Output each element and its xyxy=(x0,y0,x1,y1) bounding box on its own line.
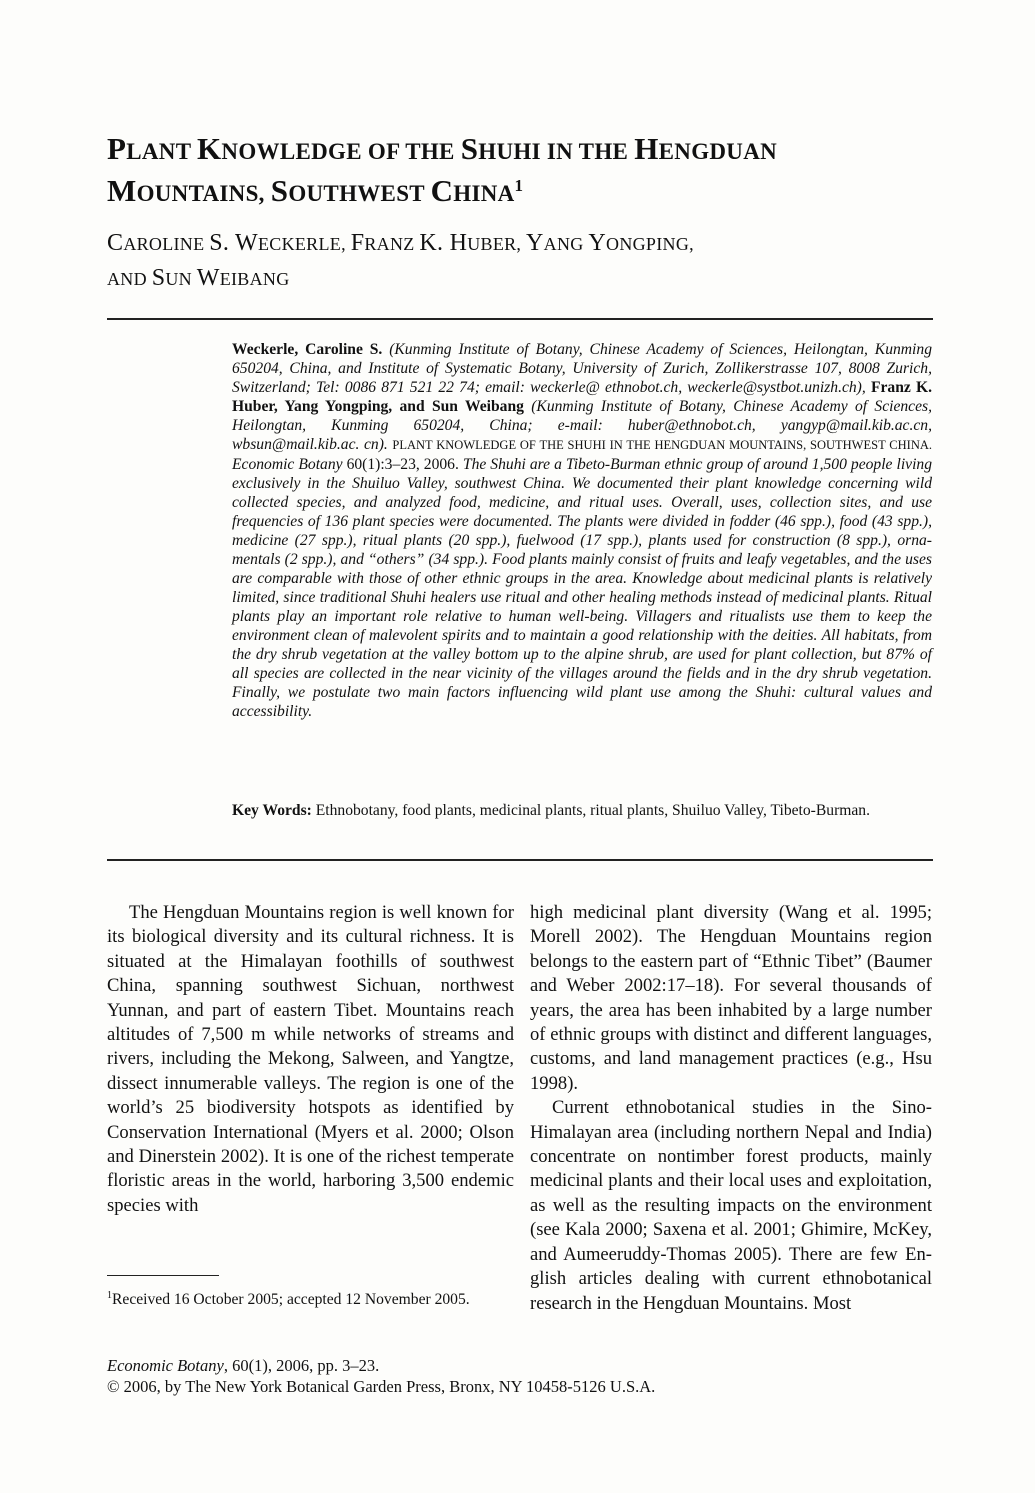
abstract-top-rule xyxy=(107,318,933,320)
title-line-1: PLANT KNOWLEDGE OF THE SHUHI IN THE HENGDUAN xyxy=(107,131,778,166)
footnote-mark: 1 xyxy=(107,1290,112,1301)
body-column-right xyxy=(530,901,932,1316)
abstract-author-2: Franz K. Huber, Yang Yongping, and Sun Weibang xyxy=(232,379,932,415)
footnote-text: Received 16 October 2005; accepted 12 November 2005. xyxy=(112,1291,470,1309)
abstract-title: PLANT KNOWLEDGE OF THE SHUHI IN THE HENGDUAN MOUNTAINS, SOUTHWEST CHINA. xyxy=(392,438,932,452)
abstract-author-1: Weckerle, Caroline S. xyxy=(232,341,383,358)
body-paragraph: The Hengduan Mountains region is well known for its biological diversity and its cultural richness. It is situated at the Himalayan foothills of southwest China, spanning southwest Sichuan, northwest Yunnan, and part of eastern Tibet. Mountains reach altitudes of 7,500 m while networks of streams and rivers, including the Mekong, Salween, and Yangtze, dissect innumerable valleys. The region is one of the world’s 25 biodiversity hotspots as identified by Conservation International (Myers et al. 2000; Olson and Dinerstein 2002). It is one of the richest temperate floristic areas in the world, harboring 3,500 endemic species with xyxy=(107,902,514,1216)
abstract-body: The Shuhi are a Tibeto-Burman ethnic group of around 1,500 people living exclusively in the Shuiluo Valley, southwest China. We documented their plant knowledge concerning wild collected species, and analyzed food, medicine, and ritual uses. Overall, uses, collection sites, and use frequencies of 136 plant species were documented. The plants were divided in fodder (46 spp.), food (43 spp.), medicine (27 spp.), ritual plants (20 spp.), fuelwood (17 spp.), plants used for construction (8 spp.), ornamentals (2 spp.), and “others” (34 spp.). Food plants mainly consist of fruits and leafy vegetables, and the uses are comparable with those of other ethnic groups in the area. Knowledge about medicinal plants is relatively limited, since traditional Shuhi healers use ritual and other healing methods instead of medicinal plants. Ritual plants play an important role relative to human well-being. Villagers and ritualists use them to keep the environment clean of malevolent spirits and to maintain a good relationship with the deities. All habitats, from the dry shrub vegetation at the valley bottom up to the alpine shrub, are used for plant collection, but 87% of all species are collected in the near vicinity of the villages around the fields and in the dry shrub vegetation. Finally, we postulate two main factors influencing wild plant use among the Shuhi: cultural values and accessibility. xyxy=(232,456,932,720)
abstract-citation: 60(1):3–23, 2006. xyxy=(342,456,463,473)
abstract-affiliation-2: (Kunming Institute of Botany, Chinese Academy of Sciences, Heilongtan, Kunming 650204, China; e-mail: huber@ethnobot.ch, yangyp@mail.kib.ac.cn, wbsun@mail.kib.ac. cn). xyxy=(232,398,932,453)
author-list xyxy=(107,226,907,296)
footer-journal: Economic Botany xyxy=(107,1356,224,1375)
article-title xyxy=(107,132,907,211)
body-paragraph: Current ethnobotanical studies in the Sino-Himalayan area (including northern Nepal and India) concentrate on nontimber forest products, mainly medicinal plants and their local uses and exploitation, as well as the resulting impacts on the environment (see Kala 2000; Saxena et al. 2001; Ghimire, McKey, and Aumeeruddy-Thomas 2005). There are few English articles dealing with current ethnobotanical research in the Hengduan Mountains. Most xyxy=(530,1097,932,1314)
body-column-left xyxy=(107,901,514,1218)
abstract xyxy=(232,340,932,721)
authors-line-2: AND SUN WEIBANG xyxy=(107,265,290,291)
keywords-label: Key Words: xyxy=(232,802,312,819)
abstract-bottom-rule xyxy=(107,859,933,861)
abstract-affiliation-1: (Kunming Institute of Botany, Chinese Academy of Sciences, Heilongtan, Kunming 650204, China, and Institute of Systematic Botany, University of Zurich, Zollikerstrasse 107, 8008 Zurich, Switzerland; Tel: 0086 871 521 22 74; email: weckerle@ ethnobot.ch, weckerle@systbot.unizh.ch), xyxy=(232,341,932,396)
title-line-2: MOUNTAINS, SOUTHWEST CHINA$^1$ xyxy=(107,173,524,208)
footnote-rule xyxy=(107,1275,219,1276)
keywords xyxy=(232,801,932,820)
body-paragraph: high medicinal plant diversity (Wang et al. 1995; Morell 2002). The Hengduan Mountains region belongs to the eastern part of “Ethnic Tibet” (Baumer and Weber 2002:17–18). For several thousands of years, the area has been inhabited by a large number of ethnic groups with distinct and different languages, customs, and land management practices (e.g., Hsu 1998). xyxy=(530,902,932,1094)
title-footnote-mark: 1 xyxy=(514,176,524,195)
keywords-text: Ethnobotany, food plants, medicinal plants, ritual plants, Shuiluo Valley, Tibeto-Burman. xyxy=(311,802,871,819)
abstract-journal: Economic Botany xyxy=(232,456,343,473)
footer-citation: , 60(1), 2006, pp. 3–23. xyxy=(223,1356,380,1375)
authors-line-1: CAROLINE S. WECKERLE, FRANZ K. HUBER, YANG YONGPING, xyxy=(107,230,694,256)
page-footer xyxy=(107,1355,907,1397)
footnote xyxy=(107,1286,514,1310)
footer-copyright: © 2006, by The New York Botanical Garden Press, Bronx, NY 10458-5126 U.S.A. xyxy=(107,1377,656,1396)
